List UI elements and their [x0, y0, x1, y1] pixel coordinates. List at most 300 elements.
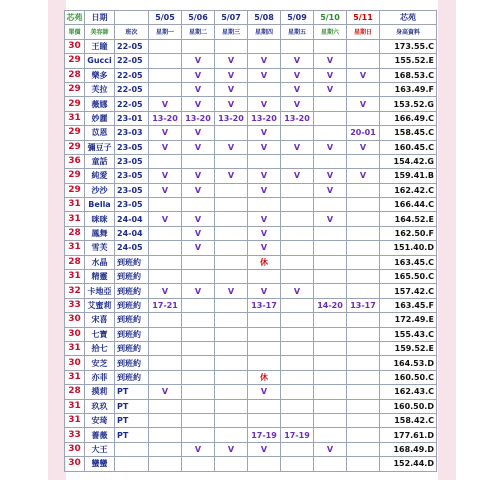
table-row — [65, 154, 437, 168]
day-cell — [281, 399, 314, 413]
day-cell — [149, 198, 182, 212]
table-row — [65, 413, 437, 427]
beautician-name: 咪咪 — [85, 212, 115, 226]
day-cell — [281, 313, 314, 327]
beautician-name: 苡恩 — [85, 126, 115, 140]
day-cell — [149, 270, 182, 284]
beautician-name: 卡地亞 — [85, 284, 115, 298]
day-cell: V — [215, 54, 248, 68]
day-cell: 17-19 — [248, 428, 281, 442]
day-cell — [314, 39, 347, 53]
table-row — [65, 212, 437, 226]
price-cell: 32 — [65, 284, 85, 298]
measure-cell: 163.49.F — [380, 82, 437, 96]
table-row — [65, 198, 437, 212]
table-row — [65, 226, 437, 240]
shift-cell: 到班約 — [115, 298, 149, 312]
beautician-name: 蠻蠻 — [85, 457, 115, 471]
day-cell — [347, 385, 380, 399]
day-cell: 17-19 — [281, 428, 314, 442]
day-cell: V — [182, 183, 215, 197]
day-cell: V — [182, 126, 215, 140]
day-cell — [281, 457, 314, 471]
day-cell — [281, 212, 314, 226]
shift-cell: 到班約 — [115, 327, 149, 341]
day-cell: V — [347, 169, 380, 183]
day-cell — [281, 270, 314, 284]
day-cell — [182, 298, 215, 312]
table-row — [65, 428, 437, 442]
measure-cell: 163.45.C — [380, 255, 437, 269]
day-cell — [347, 226, 380, 240]
beautician-name: 亦菲 — [85, 370, 115, 384]
day-cell — [281, 39, 314, 53]
day-cell — [149, 370, 182, 384]
day-cell — [314, 226, 347, 240]
day-cell — [281, 356, 314, 370]
price-cell: 31 — [65, 413, 85, 427]
shift-cell: 22-05 — [115, 54, 149, 68]
day-cell: V — [347, 140, 380, 154]
day-cell — [149, 255, 182, 269]
day-cell — [314, 327, 347, 341]
weekday-fri: 星期五 — [281, 25, 314, 39]
day-cell: V — [314, 82, 347, 96]
beautician-name: 彌豆子 — [85, 140, 115, 154]
day-cell — [149, 39, 182, 53]
day-cell — [182, 428, 215, 442]
day-cell — [281, 341, 314, 355]
day-cell: 13-17 — [347, 298, 380, 312]
price-cell: 31 — [65, 270, 85, 284]
day-cell — [314, 428, 347, 442]
day-cell: V — [182, 54, 215, 68]
table-row — [65, 284, 437, 298]
day-cell: V — [314, 169, 347, 183]
day-cell: V — [248, 442, 281, 456]
day-cell: V — [281, 97, 314, 111]
day-cell: V — [248, 385, 281, 399]
brand-right: 芯苑 — [380, 11, 437, 25]
day-cell: V — [182, 140, 215, 154]
price-cell: 28 — [65, 226, 85, 240]
day-cell: V — [149, 284, 182, 298]
shift-cell: 23-01 — [115, 111, 149, 125]
day-cell: V — [182, 226, 215, 240]
table-row — [65, 270, 437, 284]
header-blank — [115, 11, 149, 25]
shift-cell: 到班約 — [115, 356, 149, 370]
day-cell — [248, 341, 281, 355]
day-cell — [215, 255, 248, 269]
price-cell: 31 — [65, 198, 85, 212]
beautician-name: 安芝 — [85, 356, 115, 370]
day-cell — [347, 370, 380, 384]
day-cell — [182, 341, 215, 355]
table-row — [65, 313, 437, 327]
day-cell — [149, 241, 182, 255]
day-cell — [314, 126, 347, 140]
day-cell: V — [182, 97, 215, 111]
day-cell: V — [314, 54, 347, 68]
day-cell — [182, 370, 215, 384]
day-cell — [281, 183, 314, 197]
measure-cell: 160.45.C — [380, 140, 437, 154]
day-cell — [281, 385, 314, 399]
day-cell: V — [281, 82, 314, 96]
measure-cell: 164.53.D — [380, 356, 437, 370]
day-cell: V — [248, 126, 281, 140]
day-cell: V — [149, 212, 182, 226]
table-row — [65, 126, 437, 140]
table-row — [65, 241, 437, 255]
shift-cell: 22-05 — [115, 68, 149, 82]
day-cell — [347, 198, 380, 212]
day-cell: V — [314, 140, 347, 154]
shift-cell: 22-05 — [115, 82, 149, 96]
table-row — [65, 399, 437, 413]
day-cell — [281, 413, 314, 427]
day-cell: V — [149, 97, 182, 111]
day-cell: V — [314, 68, 347, 82]
table-row — [65, 39, 437, 53]
weekday-thu: 星期四 — [248, 25, 281, 39]
day-cell — [215, 327, 248, 341]
price-cell: 30 — [65, 356, 85, 370]
measure-cell: 155.52.E — [380, 54, 437, 68]
shift-label: 班次 — [115, 25, 149, 39]
table-row — [65, 183, 437, 197]
day-cell: V — [215, 97, 248, 111]
price-cell: 29 — [65, 54, 85, 68]
day-cell: V — [215, 82, 248, 96]
price-cell: 29 — [65, 97, 85, 111]
day-cell — [347, 241, 380, 255]
day-cell — [314, 255, 347, 269]
weekday-tue: 星期二 — [182, 25, 215, 39]
day-cell — [347, 356, 380, 370]
weekday-sat: 星期六 — [314, 25, 347, 39]
price-cell: 28 — [65, 385, 85, 399]
day-cell: V — [149, 183, 182, 197]
measure-cell: 166.44.C — [380, 198, 437, 212]
day-cell: V — [314, 212, 347, 226]
day-cell — [149, 226, 182, 240]
day-cell — [149, 341, 182, 355]
shift-cell: 24-04 — [115, 212, 149, 226]
measure-cell: 152.44.D — [380, 457, 437, 471]
date-mon: 5/05 — [149, 11, 182, 25]
day-cell — [149, 68, 182, 82]
day-cell: V — [347, 68, 380, 82]
price-cell: 30 — [65, 442, 85, 456]
day-cell — [347, 255, 380, 269]
day-cell — [314, 154, 347, 168]
day-cell: V — [215, 68, 248, 82]
table-row — [65, 298, 437, 312]
day-cell — [347, 183, 380, 197]
day-cell: V — [281, 169, 314, 183]
shift-cell — [115, 457, 149, 471]
measure-cell: 159.52.E — [380, 341, 437, 355]
beautician-name: 妙麗 — [85, 111, 115, 125]
day-cell — [314, 356, 347, 370]
day-cell — [314, 284, 347, 298]
measure-cell: 168.53.C — [380, 68, 437, 82]
table-row — [65, 255, 437, 269]
day-cell: V — [281, 284, 314, 298]
day-cell — [215, 241, 248, 255]
shift-cell: 24-04 — [115, 226, 149, 240]
day-cell: V — [248, 183, 281, 197]
day-cell — [215, 413, 248, 427]
beautician-name: 水晶 — [85, 255, 115, 269]
shift-cell: 23-05 — [115, 183, 149, 197]
shift-cell: 23-05 — [115, 140, 149, 154]
table-row — [65, 140, 437, 154]
day-cell: V — [248, 54, 281, 68]
day-cell — [347, 399, 380, 413]
day-cell — [149, 399, 182, 413]
shift-cell: 22-05 — [115, 97, 149, 111]
day-cell — [182, 198, 215, 212]
beautician-name: 鳳舞 — [85, 226, 115, 240]
day-cell: V — [215, 442, 248, 456]
price-label: 單價 — [65, 25, 85, 39]
table-row — [65, 111, 437, 125]
day-cell — [281, 241, 314, 255]
day-cell: 休 — [248, 255, 281, 269]
day-cell — [149, 313, 182, 327]
day-cell — [215, 212, 248, 226]
beautician-name: 雪芙 — [85, 241, 115, 255]
date-sun: 5/11 — [347, 11, 380, 25]
measure-cell: 177.61.D — [380, 428, 437, 442]
day-cell — [347, 413, 380, 427]
day-cell: 13-20 — [149, 111, 182, 125]
day-cell — [281, 298, 314, 312]
day-cell: V — [248, 226, 281, 240]
beautician-name: 純愛 — [85, 169, 115, 183]
day-cell — [215, 428, 248, 442]
day-cell: 17-21 — [149, 298, 182, 312]
day-cell — [347, 442, 380, 456]
shift-cell: 24-05 — [115, 241, 149, 255]
day-cell — [182, 327, 215, 341]
day-cell — [215, 270, 248, 284]
day-cell — [347, 111, 380, 125]
table-row — [65, 54, 437, 68]
day-cell — [215, 385, 248, 399]
day-cell — [314, 270, 347, 284]
measure-cell: 162.42.C — [380, 183, 437, 197]
day-cell — [149, 154, 182, 168]
price-cell: 31 — [65, 111, 85, 125]
measure-cell: 168.49.D — [380, 442, 437, 456]
shift-cell: 22-05 — [115, 39, 149, 53]
day-cell — [281, 327, 314, 341]
day-cell: 14-20 — [314, 298, 347, 312]
day-cell — [347, 82, 380, 96]
day-cell — [182, 154, 215, 168]
day-cell — [314, 111, 347, 125]
shift-cell: 23-03 — [115, 126, 149, 140]
table-row — [65, 457, 437, 471]
day-cell: V — [248, 140, 281, 154]
day-cell — [248, 82, 281, 96]
price-cell: 30 — [65, 39, 85, 53]
day-cell — [215, 370, 248, 384]
day-cell — [215, 126, 248, 140]
date-label: 日期 — [85, 11, 115, 25]
beautician-name: 宋喜 — [85, 313, 115, 327]
day-cell — [182, 385, 215, 399]
day-cell — [281, 154, 314, 168]
day-cell — [281, 442, 314, 456]
table-row — [65, 385, 437, 399]
measure-cell: 165.50.C — [380, 270, 437, 284]
measure-cell: 159.41.B — [380, 169, 437, 183]
day-cell: V — [314, 183, 347, 197]
day-cell: V — [248, 68, 281, 82]
day-cell — [248, 313, 281, 327]
shift-cell: 到班約 — [115, 370, 149, 384]
beautician-name: 樂多 — [85, 68, 115, 82]
date-sat: 5/10 — [314, 11, 347, 25]
day-cell — [314, 457, 347, 471]
day-cell: V — [281, 140, 314, 154]
day-cell — [182, 270, 215, 284]
measure-cell: 160.50.C — [380, 370, 437, 384]
day-cell: V — [215, 169, 248, 183]
table-row — [65, 341, 437, 355]
price-cell: 29 — [65, 82, 85, 96]
day-cell: V — [182, 241, 215, 255]
measure-cell: 153.52.G — [380, 97, 437, 111]
price-cell: 31 — [65, 399, 85, 413]
shift-cell: 到班約 — [115, 313, 149, 327]
price-cell: 29 — [65, 183, 85, 197]
day-cell — [347, 270, 380, 284]
measure-cell: 166.49.C — [380, 111, 437, 125]
shift-cell: 23-05 — [115, 169, 149, 183]
day-cell — [182, 399, 215, 413]
table-row — [65, 169, 437, 183]
measure-cell: 173.55.C — [380, 39, 437, 53]
day-cell — [281, 255, 314, 269]
day-cell — [215, 313, 248, 327]
day-cell: V — [314, 442, 347, 456]
shift-cell: PT — [115, 385, 149, 399]
day-cell — [248, 270, 281, 284]
beautician-name: 薔薇 — [85, 428, 115, 442]
day-cell — [347, 212, 380, 226]
price-cell: 28 — [65, 68, 85, 82]
day-cell — [347, 428, 380, 442]
day-cell — [149, 457, 182, 471]
day-cell — [215, 399, 248, 413]
shift-cell: PT — [115, 428, 149, 442]
price-cell: 33 — [65, 428, 85, 442]
beautician-name: 精靈 — [85, 270, 115, 284]
day-cell: V — [182, 82, 215, 96]
beautician-name: 童話 — [85, 154, 115, 168]
price-cell: 29 — [65, 169, 85, 183]
day-cell — [215, 183, 248, 197]
day-cell — [314, 313, 347, 327]
shift-cell: 到班約 — [115, 341, 149, 355]
day-cell — [347, 284, 380, 298]
day-cell: V — [215, 140, 248, 154]
day-cell — [248, 39, 281, 53]
table-row — [65, 370, 437, 384]
schedule-sheet — [64, 10, 436, 469]
day-cell — [314, 370, 347, 384]
day-cell — [248, 198, 281, 212]
price-cell: 30 — [65, 327, 85, 341]
day-cell — [182, 255, 215, 269]
day-cell: V — [182, 284, 215, 298]
table-row — [65, 97, 437, 111]
measure-cell: 172.49.E — [380, 313, 437, 327]
table-row — [65, 442, 437, 456]
price-cell: 31 — [65, 370, 85, 384]
price-cell: 30 — [65, 457, 85, 471]
day-cell — [149, 413, 182, 427]
beautician-name: 沙沙 — [85, 183, 115, 197]
day-cell — [281, 226, 314, 240]
day-cell — [347, 457, 380, 471]
day-cell: 休 — [248, 370, 281, 384]
day-cell: V — [281, 54, 314, 68]
measure-cell: 158.45.C — [380, 126, 437, 140]
day-cell — [248, 457, 281, 471]
day-cell — [182, 457, 215, 471]
beautician-name: Gucci — [85, 54, 115, 68]
day-cell: V — [149, 126, 182, 140]
date-tue: 5/06 — [182, 11, 215, 25]
day-cell: V — [149, 169, 182, 183]
measure-label: 身高資料 — [380, 25, 437, 39]
beautician-name: 七寶 — [85, 327, 115, 341]
price-cell: 31 — [65, 241, 85, 255]
measure-cell: 163.45.F — [380, 298, 437, 312]
table-row — [65, 68, 437, 82]
price-cell: 36 — [65, 154, 85, 168]
day-cell — [182, 356, 215, 370]
day-cell: V — [248, 241, 281, 255]
day-cell — [149, 54, 182, 68]
day-cell — [314, 97, 347, 111]
price-cell: 28 — [65, 255, 85, 269]
table-row — [65, 356, 437, 370]
shift-cell: PT — [115, 399, 149, 413]
beautician-name: 薇娜 — [85, 97, 115, 111]
day-cell — [347, 39, 380, 53]
day-cell — [248, 399, 281, 413]
date-thu: 5/08 — [248, 11, 281, 25]
weekday-mon: 星期一 — [149, 25, 182, 39]
day-cell — [314, 198, 347, 212]
day-cell: 13-20 — [182, 111, 215, 125]
day-cell: V — [182, 169, 215, 183]
day-cell — [149, 327, 182, 341]
schedule-table — [64, 10, 437, 472]
shift-cell: 到班約 — [115, 255, 149, 269]
beautician-name: 安琦 — [85, 413, 115, 427]
day-cell — [149, 428, 182, 442]
measure-cell: 158.42.C — [380, 413, 437, 427]
